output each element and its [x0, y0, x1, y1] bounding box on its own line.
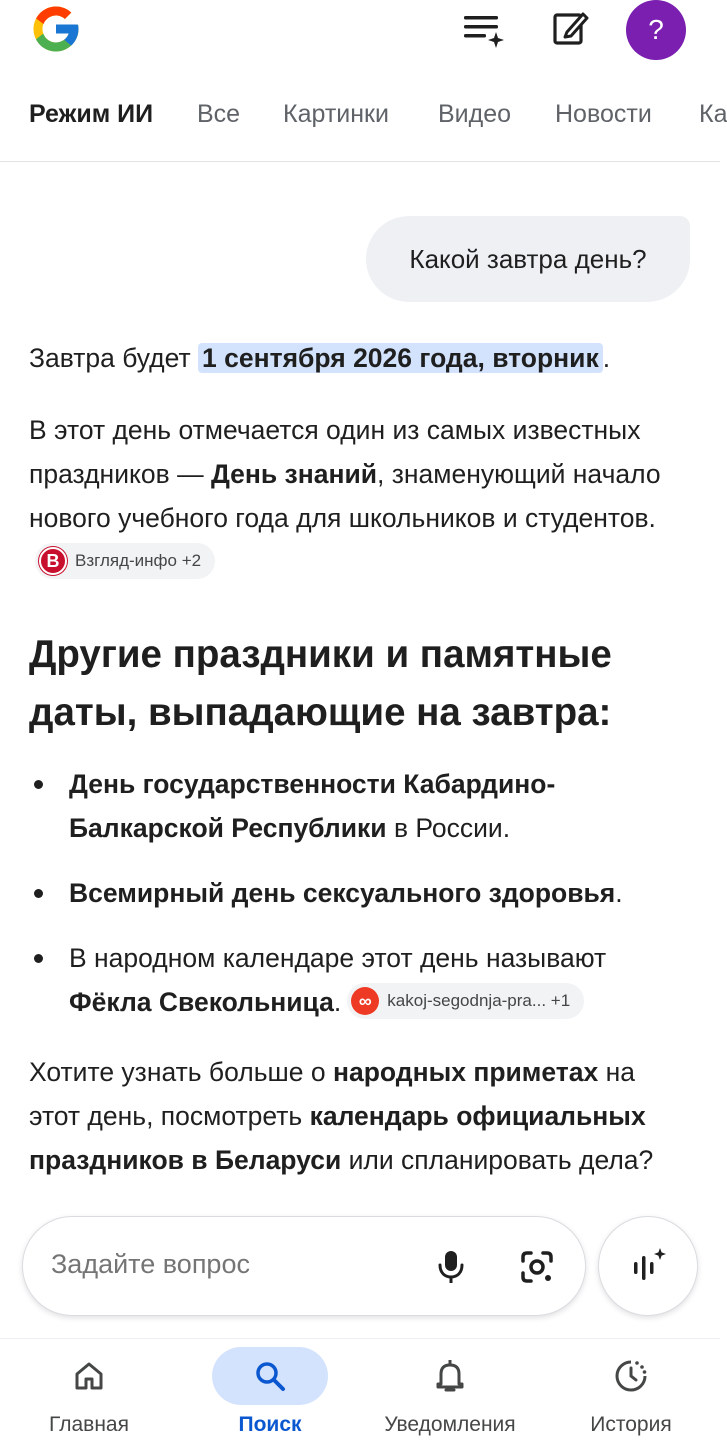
top-bar	[0, 0, 720, 62]
answer-bold: День знаний	[210, 459, 378, 489]
bullet-dot	[34, 954, 43, 963]
vzglyad-logo-icon: B	[39, 547, 67, 575]
bullet-dot	[34, 889, 43, 898]
answer-bold: календарь официальных праздников в Беларуси	[29, 1101, 646, 1175]
highlighted-date: 1 сентября 2026 года, вторник	[198, 343, 603, 373]
answer-bold: народных приметах	[332, 1057, 599, 1087]
list-item	[29, 936, 693, 1024]
tab-all[interactable]: Все	[197, 100, 241, 128]
nav-label: История	[590, 1413, 672, 1436]
bullet-dot	[34, 780, 43, 789]
nav-history[interactable]	[572, 1339, 690, 1449]
tab-news[interactable]: Новости	[555, 100, 652, 128]
answer-bold: День государственности Кабардино-Балкарской Республики	[69, 769, 556, 843]
voice-sparkle-button[interactable]	[598, 1216, 698, 1316]
ask-input[interactable]	[51, 1249, 411, 1280]
lens-icon[interactable]	[515, 1245, 559, 1289]
tab-ai-mode[interactable]: Режим ИИ	[29, 100, 154, 128]
answer-text: Хотите узнать больше о	[29, 1057, 333, 1087]
tab-video[interactable]: Видео	[438, 100, 512, 128]
answer-text: или спланировать дела?	[341, 1145, 654, 1175]
nav-label: Уведомления	[384, 1413, 516, 1436]
nav-label: Поиск	[238, 1413, 302, 1436]
holiday-list	[29, 762, 693, 1045]
tab-more[interactable]: Ка	[699, 100, 727, 128]
answer-text: Завтра будет	[29, 343, 199, 373]
search-tabs	[0, 86, 727, 148]
source-chip-label: Взгляд-инфо +2	[75, 551, 202, 570]
infinity-logo-icon: ∞	[351, 987, 379, 1015]
home-icon	[31, 1347, 147, 1405]
answer-paragraph-3	[29, 1050, 693, 1182]
playlist-sparkle-icon[interactable]	[458, 4, 506, 52]
user-query-bubble: Какой завтра день?	[366, 216, 690, 302]
bottom-navigation	[0, 1338, 720, 1448]
mic-icon[interactable]	[429, 1245, 473, 1289]
answer-bold: Всемирный день сексуального здоровья	[69, 878, 616, 908]
tab-images[interactable]: Картинки	[283, 100, 389, 128]
edit-icon[interactable]	[546, 4, 594, 52]
section-heading: Другие праздники и памятные даты, выпадающие на завтра:	[29, 633, 612, 734]
nav-notifications[interactable]	[372, 1339, 528, 1449]
answer-text: .	[615, 878, 623, 908]
answer-text: , знаменующий начало нового учебного года для школьников и студентов.	[29, 459, 661, 533]
answer-text: .	[602, 343, 611, 373]
tabs-divider	[0, 161, 720, 162]
answer-bold: Фёкла Свекольница	[69, 987, 334, 1017]
answer-text: на этот день, посмотреть	[29, 1057, 635, 1131]
nav-label: Главная	[49, 1413, 129, 1436]
nav-search[interactable]	[211, 1339, 329, 1449]
google-logo-icon[interactable]	[28, 2, 84, 56]
list-item	[29, 762, 693, 850]
history-icon	[573, 1347, 689, 1405]
nav-home[interactable]	[30, 1339, 148, 1449]
list-item	[29, 871, 693, 915]
answer-text: В этот день отмечается один из самых известных праздников —	[29, 415, 641, 489]
answer-paragraph-2	[29, 408, 693, 584]
bell-icon	[392, 1347, 508, 1405]
source-chip[interactable]	[35, 543, 215, 579]
answer-paragraph-1	[29, 336, 693, 380]
search-icon	[212, 1347, 328, 1405]
answer-text: .	[333, 987, 342, 1017]
source-chip-label: kakoj-segodnja-pra... +1	[387, 991, 571, 1010]
ask-input-bar	[22, 1216, 586, 1316]
source-chip[interactable]	[347, 983, 584, 1019]
voice-sparkle-icon	[628, 1246, 668, 1286]
answer-text: в России.	[386, 813, 511, 843]
answer-text: В народном календаре этот день называют	[69, 943, 607, 973]
avatar[interactable]: ?	[626, 0, 686, 60]
